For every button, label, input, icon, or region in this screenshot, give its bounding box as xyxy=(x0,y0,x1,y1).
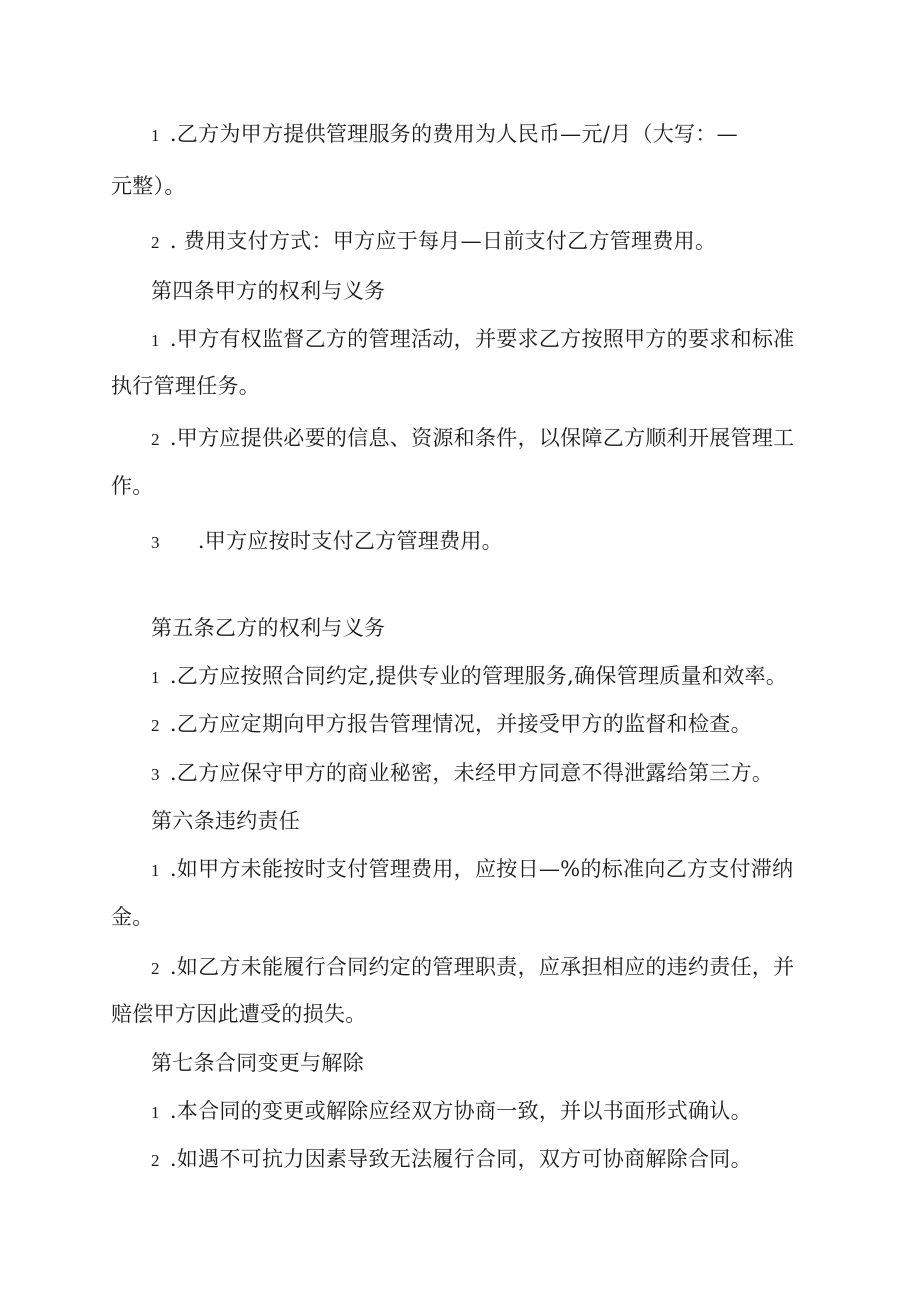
item-text: .如甲方未能按时支付管理费用，应按日—%的标准向乙方支付滞纳 xyxy=(169,857,794,881)
item-number: 3 xyxy=(151,765,160,784)
item-text: .如遇不可抗力因素导致无法履行合同，双方可协商解除合同。 xyxy=(169,1147,752,1171)
item-text: .乙方应保守甲方的商业秘密，未经甲方同意不得泄露给第三方。 xyxy=(169,761,774,785)
article-4-item-2 xyxy=(151,424,795,454)
item-number: 3 xyxy=(151,533,160,552)
article-4-item-1-continued: 执行管理任务。 xyxy=(111,374,261,398)
item-text: .如乙方未能履行合同约定的管理职责，应承担相应的违约责任，并 xyxy=(169,955,795,979)
fee-clause-2 xyxy=(151,227,716,257)
item-number: 1 xyxy=(151,668,160,687)
item-number: 2 xyxy=(151,430,160,449)
item-text: .甲方有权监督乙方的管理活动，并要求乙方按照甲方的要求和标准 xyxy=(169,327,795,351)
article-6-title: 第六条违约责任 xyxy=(151,809,301,833)
item-number: 1 xyxy=(151,1103,160,1122)
item-text: .乙方应按照合同约定,提供专业的管理服务,确保管理质量和效率。 xyxy=(169,664,788,688)
article-6-item-1 xyxy=(151,855,793,885)
article-6-item-1-continued: 金。 xyxy=(111,905,154,929)
item-text: .乙方应定期向甲方报告管理情况，并接受甲方的监督和检查。 xyxy=(169,712,752,736)
item-number: 1 xyxy=(151,861,160,880)
article-5-title: 第五条乙方的权利与义务 xyxy=(151,616,386,640)
item-text: .本合同的变更或解除应经双方协商一致，并以书面形式确认。 xyxy=(169,1099,752,1123)
item-number: 2 xyxy=(151,1151,160,1170)
item-text: . 费用支付方式：甲方应于每月—日前支付乙方管理费用。 xyxy=(169,229,717,253)
article-7-item-1 xyxy=(151,1097,752,1127)
article-6-item-2 xyxy=(151,953,795,983)
item-number: 2 xyxy=(151,959,160,978)
article-4-item-2-continued: 作。 xyxy=(111,474,154,498)
item-number: 2 xyxy=(151,233,160,252)
item-text: .乙方为甲方提供管理服务的费用为人民币—元/月（大写：— xyxy=(169,122,738,146)
fee-clause-1-continued: 元整）。 xyxy=(111,174,186,198)
article-4-item-3 xyxy=(151,527,503,557)
article-4-title: 第四条甲方的权利与义务 xyxy=(151,279,386,303)
fee-clause-1 xyxy=(151,120,738,150)
article-5-item-2 xyxy=(151,710,752,740)
article-6-item-2-continued: 赔偿甲方因此遭受的损失。 xyxy=(111,1002,367,1026)
item-number: 1 xyxy=(151,126,160,145)
item-text: .甲方应提供必要的信息、资源和条件，以保障乙方顺利开展管理工 xyxy=(169,426,795,450)
item-text: .甲方应按时支付乙方管理费用。 xyxy=(197,529,503,553)
article-7-item-2 xyxy=(151,1145,752,1175)
item-number: 2 xyxy=(151,716,160,735)
article-7-title: 第七条合同变更与解除 xyxy=(151,1051,364,1075)
article-5-item-1 xyxy=(151,662,787,692)
article-4-item-1 xyxy=(151,325,795,355)
item-number: 1 xyxy=(151,331,160,350)
article-5-item-3 xyxy=(151,759,773,789)
